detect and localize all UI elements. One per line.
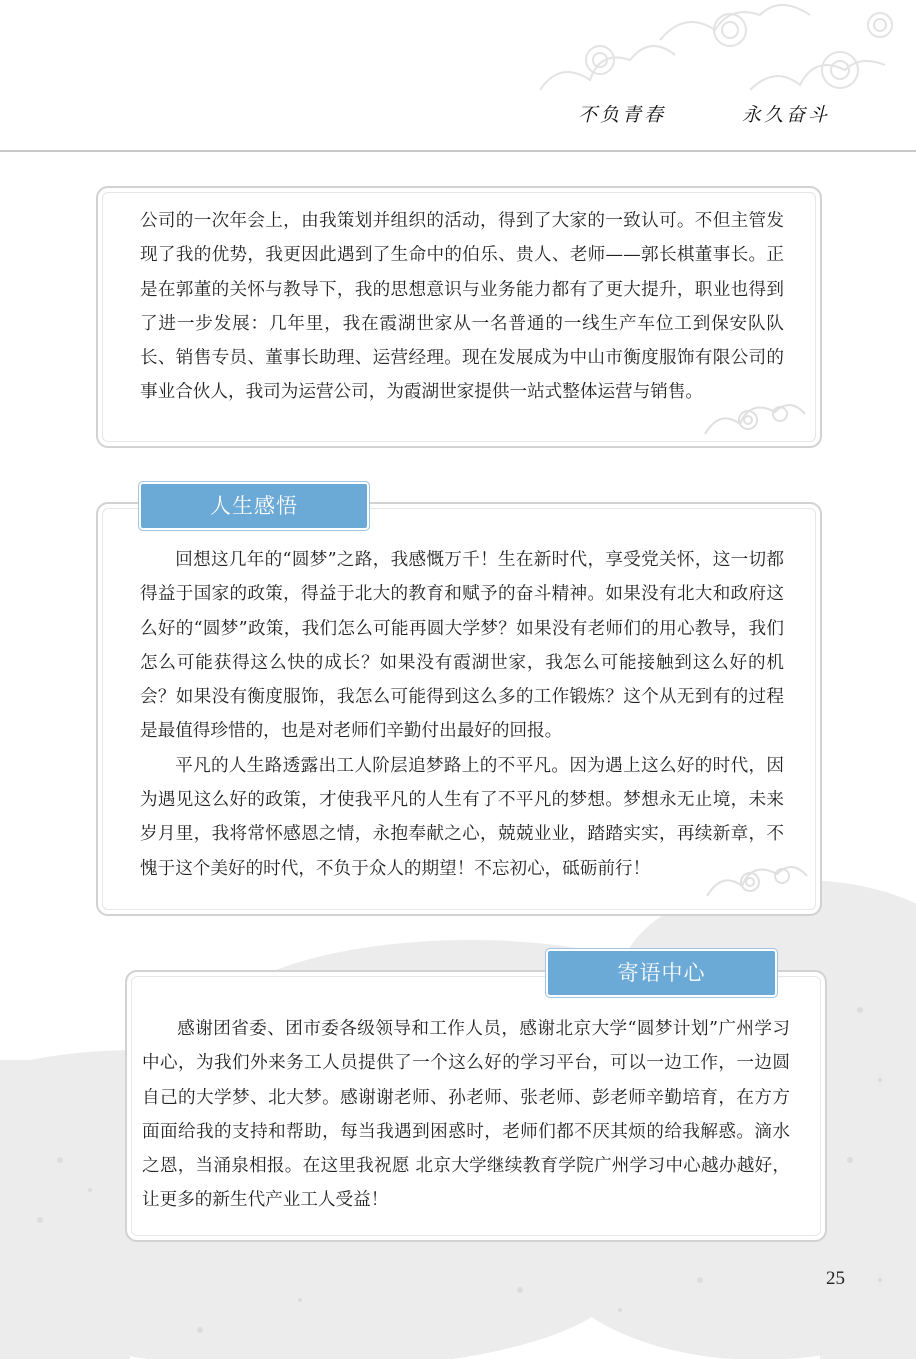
section-title-message: 寄语中心 [546, 949, 777, 997]
paragraph: 感谢团省委、团市委各级领导和工作人员，感谢北京大学“圆梦计划”广州学习中心，为我们外来务工人员提供了一个这么好的学习平台，可以一边工作，一边圆自己的大学梦、北大梦。感谢谢老师、孙老师、张老师、彭老师辛勤培育，在方方面面给我的支持和帮助，每当我遇到困惑时，老师们都不厌其烦的给我解惑。滴水之恩，当涌泉相报。在这里我祝愿 北京大学继续教育学院广州学习中心越办越好，让更多的新生代产业工人受益！ [142, 1019, 790, 1211]
header-slogan-right: 永久奋斗 [742, 104, 831, 126]
section-title-reflections: 人生感悟 [139, 482, 369, 530]
career-text [140, 204, 784, 410]
header-divider [0, 150, 916, 152]
reflections-text [140, 543, 784, 886]
paragraph: 平凡的人生路透露出工人阶层追梦路上的不平凡。因为遇上这么好的时代，因为遇见这么好的政策，才使我平凡的人生有了不平凡的梦想。梦想永无止境，未来岁月里，我将常怀感恩之情，永抱奉献之心，兢兢业业，踏踏实实，再续新章，不愧于这个美好的时代，不负于众人的期望！不忘初心，砥砺前行！ [140, 755, 784, 879]
header-slogan-left: 不负青春 [578, 104, 667, 126]
message-text [142, 1012, 790, 1218]
header-cloud-decoration [520, 0, 916, 110]
paragraph: 公司的一次年会上，由我策划并组织的活动，得到了大家的一致认可。不但主管发现了我的优势，我更因此遇到了生命中的伯乐、贵人、老师——郭长棋董事长。正是在郭董的关怀与教导下，我的思想意识与业务能力都有了更大提升，职业也得到了进一步发展：几年里，我在霞湖世家从一名普通的一线生产车位工到保安队队长、销售专员、董事长助理、运营经理。现在发展成为中山市衡度服饰有限公司的事业合伙人，我司为运营公司，为霞湖世家提供一站式整体运营与销售。 [140, 211, 784, 403]
paragraph: 回想这几年的“圆梦”之路，我感慨万千！生在新时代，享受党关怀，这一切都得益于国家的政策，得益于北大的教育和赋予的奋斗精神。如果没有北大和政府这么好的“圆梦”政策，我们怎么可能再圆大学梦？如果没有老师们的用心教导，我们怎么可能获得这么快的成长？如果没有霞湖世家，我怎么可能接触到这么好的机会？如果没有衡度服饰，我怎么可能得到这么多的工作锻炼？这个从无到有的过程是最值得珍惜的，也是对老师们辛勤付出最好的回报。 [140, 550, 784, 742]
page-number: 25 [826, 1268, 845, 1289]
